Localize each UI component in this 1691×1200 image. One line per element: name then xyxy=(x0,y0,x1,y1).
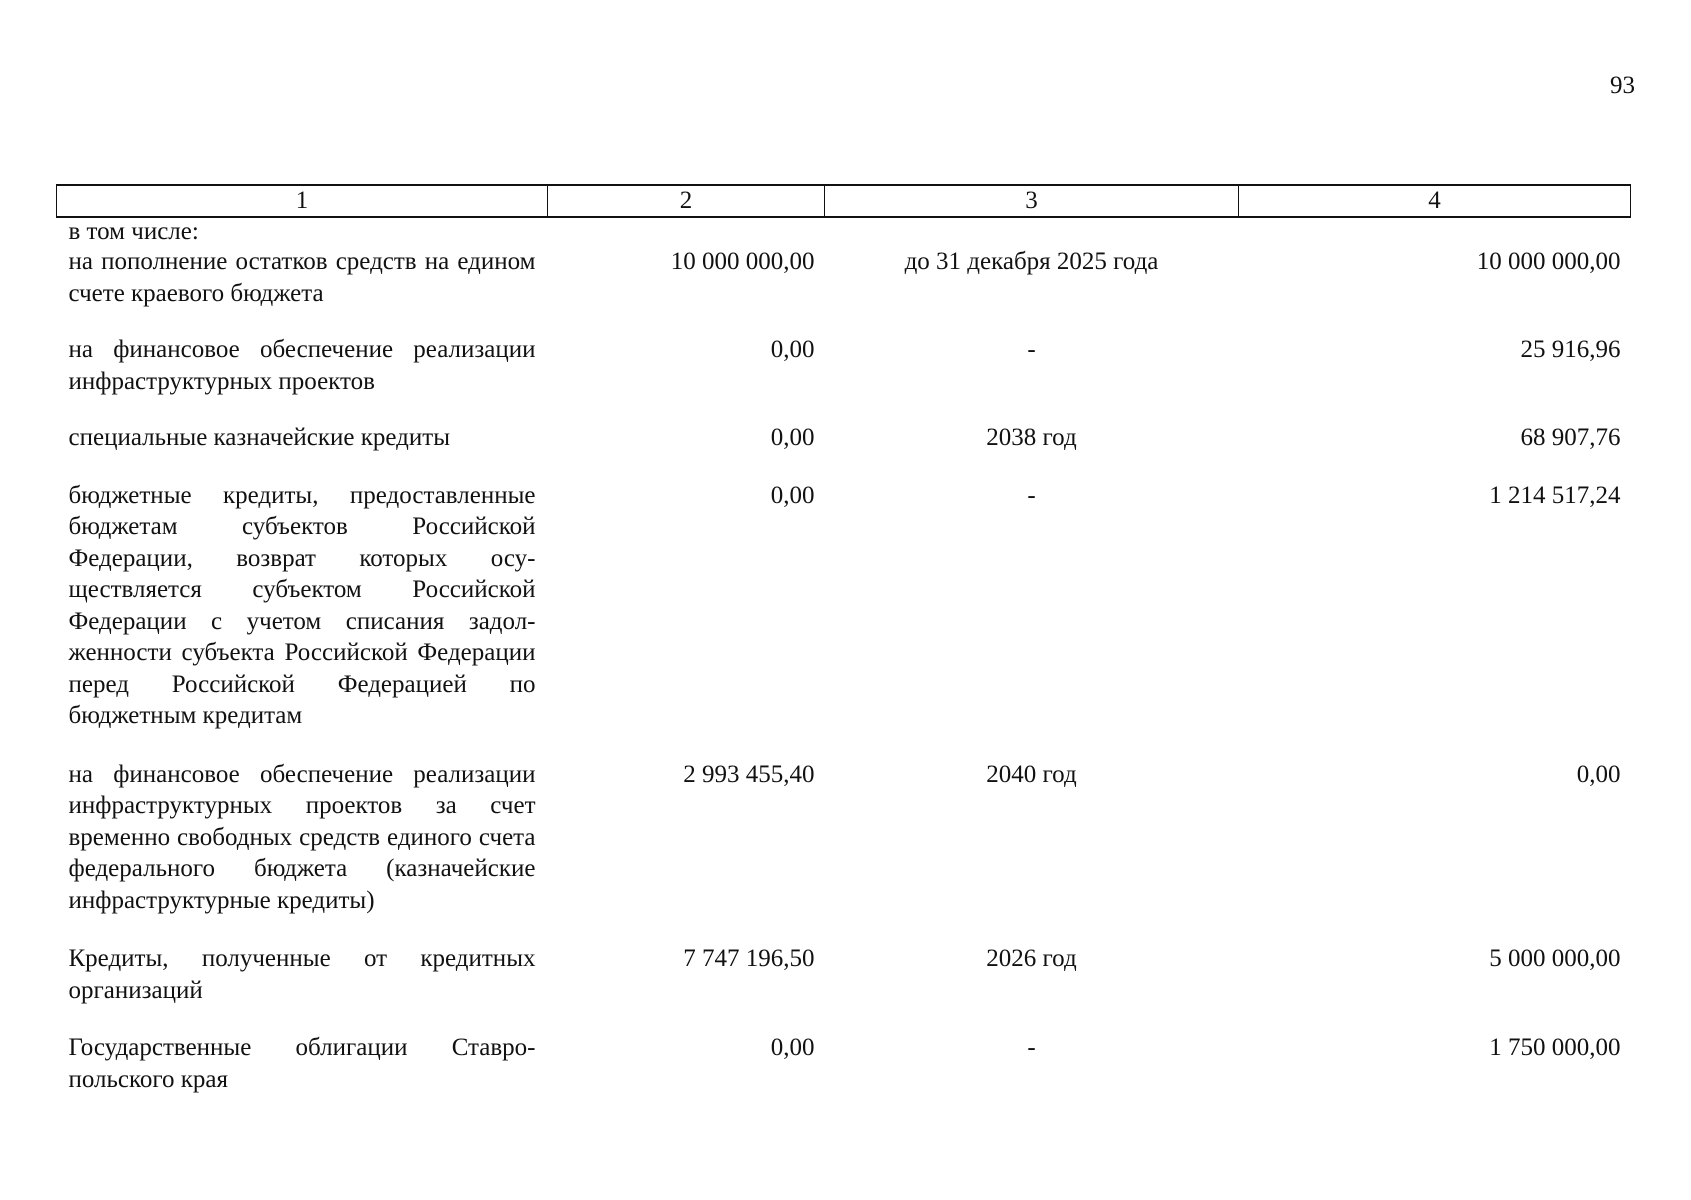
intro-row xyxy=(57,217,1631,246)
row-name: на пополнение остатков средств на едином счете краевого бюджета xyxy=(68,248,536,307)
row-term: - xyxy=(1027,336,1036,363)
row-amount-end: 10 000 000,00 xyxy=(1476,248,1621,275)
table-row xyxy=(57,246,1631,334)
column-header-1: 1 xyxy=(57,185,548,217)
row-name: на финансовое обеспечение реализации инфраструктурных проектов за счет временно свободных средств единого счета федерального бюджета (казначейские инфраструктурные кредиты) xyxy=(68,760,536,914)
row-term: 2038 год xyxy=(986,424,1077,451)
row-amount-start: 10 000 000,00 xyxy=(670,248,815,275)
row-term: - xyxy=(1027,1034,1036,1061)
row-name: Государственные облигации Ставропольского края xyxy=(68,1034,536,1093)
table-header xyxy=(57,185,1631,217)
row-amount-end: 0,00 xyxy=(1576,760,1621,788)
intro-text: в том числе: xyxy=(68,218,199,245)
row-amount-end: 1 214 517,24 xyxy=(1489,481,1621,509)
row-name: специальные казначейские кредиты xyxy=(68,424,451,451)
row-amount-start: 2 993 455,40 xyxy=(683,760,815,788)
debt-table xyxy=(56,184,1631,1095)
row-term: 2026 год xyxy=(986,945,1077,972)
row-amount-end: 1 750 000,00 xyxy=(1489,1034,1621,1061)
column-header-4: 4 xyxy=(1239,185,1631,217)
row-name: на финансовое обеспечение реализации инфраструктурных проектов xyxy=(68,336,536,395)
row-name: бюджетные кредиты, предоставленные бюджетам субъектов Российской Федерации, возврат которых осуществляется субъектом Российской Федерации с учетом списания задолженности субъекта Российской Федерации перед Российской Федерацией по бюджетным кредитам xyxy=(68,481,536,729)
row-amount-end: 5 000 000,00 xyxy=(1489,945,1621,972)
row-amount-start: 0,00 xyxy=(770,424,815,451)
page-number: 93 xyxy=(1610,72,1635,99)
row-amount-start: 0,00 xyxy=(770,481,815,509)
table-row xyxy=(57,422,1631,480)
column-header-3: 3 xyxy=(825,185,1239,217)
table-row xyxy=(57,943,1631,1032)
column-header-2: 2 xyxy=(548,185,825,217)
row-name: Кредиты, полученные от кредитных организаций xyxy=(68,945,536,1004)
row-term: до 31 декабря 2025 года xyxy=(904,248,1159,275)
row-term: 2040 год xyxy=(986,760,1077,788)
header-row xyxy=(57,185,1631,217)
table-row xyxy=(57,1032,1631,1095)
row-amount-start: 0,00 xyxy=(770,336,815,363)
table-row xyxy=(57,759,1631,944)
table-body xyxy=(57,217,1631,1095)
row-amount-start: 0,00 xyxy=(770,1034,815,1061)
table-row xyxy=(57,334,1631,422)
row-term: - xyxy=(1027,481,1036,509)
table-row xyxy=(57,480,1631,759)
row-amount-end: 25 916,96 xyxy=(1520,336,1621,363)
row-amount-end: 68 907,76 xyxy=(1520,424,1621,451)
row-amount-start: 7 747 196,50 xyxy=(683,945,815,972)
